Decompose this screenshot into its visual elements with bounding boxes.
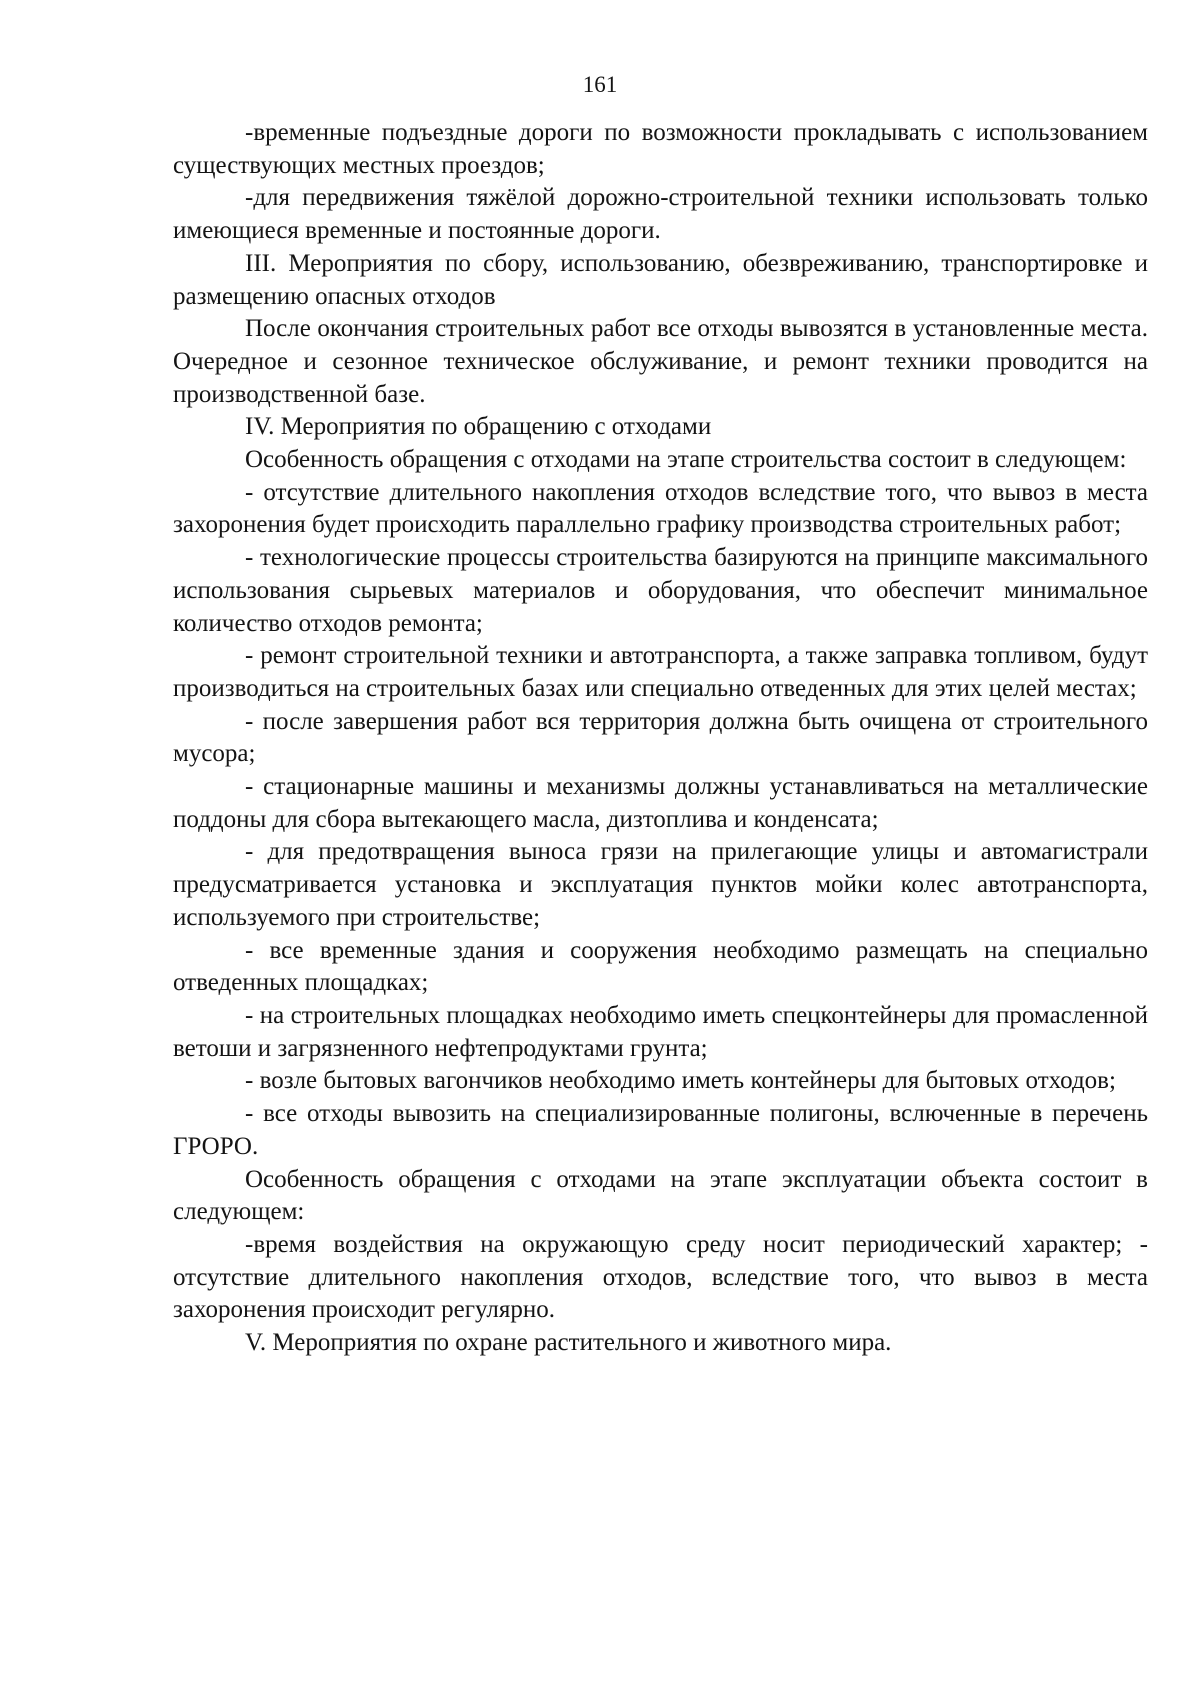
list-item: - на строительных площадках необходимо иметь спецконтейнеры для промасленной ветоши и загрязненного нефтепродуктами грунта;: [173, 1001, 1148, 1062]
heading-section-5: V. Мероприятия по охране растительного и животного мира.: [245, 1329, 892, 1357]
list-item: - возле бытовых вагончиков необходимо иметь контейнеры для бытовых отходов;: [245, 1067, 1116, 1095]
paragraph-construction-waste-intro: Особенность обращения с отходами на этапе строительства состоит в следующем:: [245, 446, 1127, 474]
paragraph-after-construction: После окончания строительных работ все отходы вывозятся в установленные места. Очередное и сезонное техническое обслуживание, и ремонт техники проводится на производственной базе.: [173, 315, 1148, 408]
list-item: - ремонт строительной техники и автотранспорта, а также заправка топливом, будут производиться на строительных базах или специально отведенных для этих целей местах;: [173, 642, 1148, 702]
list-item: - отсутствие длительного накопления отходов вследствие того, что вывоз в места захоронения будет происходить параллельно графику производства строительных работ;: [173, 478, 1148, 539]
list-item: -время воздействия на окружающую среду носит периодический характер; - отсутствие длительного накопления отходов, вследствие того, что вывоз в места захоронения происходит регулярно.: [173, 1230, 1148, 1324]
list-item: - для предотвращения выноса грязи на прилегающие улицы и автомагистрали предусматривается установка и эксплуатация пунктов мойки колес автотранспорта, используемого при строительстве;: [173, 838, 1148, 931]
heading-section-3: III. Мероприятия по сбору, использованию, обезвреживанию, транспортировке и размещению опасных отходов: [173, 249, 1148, 310]
heading-section-4: IV. Мероприятия по обращению с отходами: [245, 413, 712, 441]
list-item: - стационарные машины и механизмы должны устанавливаться на металлические поддоны для сбора вытекающего масла, дизтоплива и конденсата;: [173, 773, 1148, 833]
paragraph-temporary-roads: -временные подъездные дороги по возможности прокладывать с использованием существующих местных проездов;: [173, 119, 1148, 179]
list-item: - технологические процессы строительства базируются на принципе максимального использования сырьевых материалов и оборудования, что обеспечит минимальное количество отходов ремонта;: [173, 544, 1148, 637]
page-number: 161: [582, 72, 618, 97]
list-item: - все временные здания и сооружения необходимо размещать на специально отведенных площадках;: [173, 936, 1148, 997]
list-item: - все отходы вывозить на специализированные полигоны, вслюченные в перечень ГРОРО.: [173, 1100, 1148, 1160]
list-item: - после завершения работ вся территория должна быть очищена от строительного мусора;: [173, 707, 1148, 768]
paragraph-operation-waste-intro: Особенность обращения с отходами на этапе эксплуатации объекта состоит в следующем:: [173, 1165, 1148, 1226]
document-body: [173, 117, 1148, 1360]
paragraph-heavy-machinery: -для передвижения тяжёлой дорожно-строительной техники использовать только имеющиеся временные и постоянные дороги.: [173, 184, 1148, 245]
